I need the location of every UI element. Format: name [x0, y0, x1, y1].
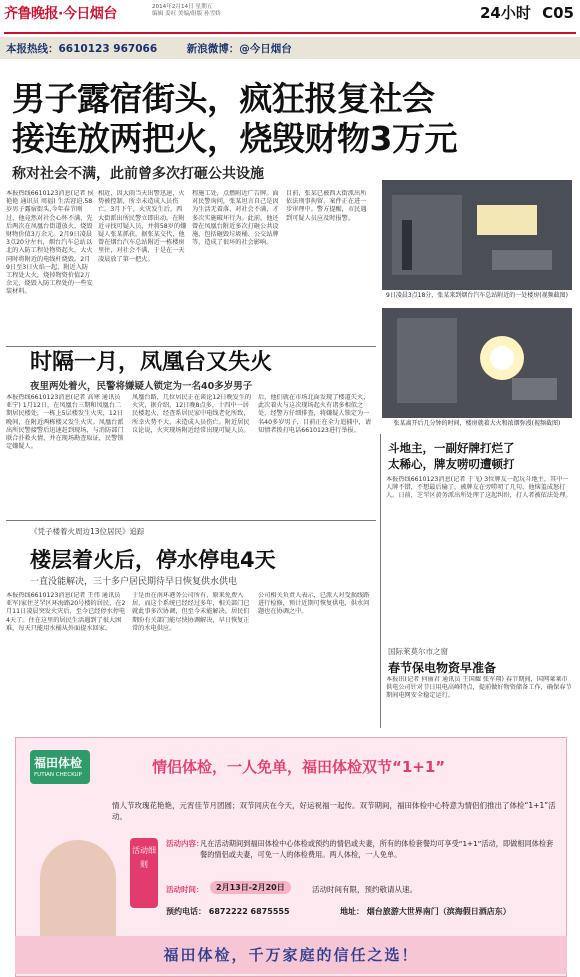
page-section: [480, 2, 574, 23]
cctv-frame-2-graphic: [382, 308, 572, 418]
right-body: 本报热线6610123消息(记者 于飞) 3位牌友一起玩斗地主，其中一人牌不错，不想最后输了，被牌友在旁唠叨了几句，他恼羞成怒打人。日前，芝罘区黄务派出所处理了这起纠纷，打人者被依法处理。: [386, 476, 572, 500]
ad-logo-en: FUTIAN CHECKUP: [34, 772, 82, 778]
third-tag: 《凭子楼着火周边13位居民》追踪: [30, 527, 145, 536]
weibo-text: 新浪微博：@今日烟台: [186, 43, 292, 55]
ad-content-text: 凡在活动期间到福田体检中心体检或预约的情侣或夫妻，所有的体检套餐均可享受“1+1”活动，即做相同体检套餐的情侣或夫妻，可免一人的体检费用。两人体检，一人免单。: [200, 839, 554, 859]
cctv-frame-1-graphic: [382, 180, 572, 290]
third-body-col2: 于是由在南环港务公司所有，原来免费入居，而这个系统已经经过多年，相关部门已就此事多次协调，但至今未能解决。居民们期盼有关部门能尽快协调解决，早日恢复正常的水电供应。: [132, 592, 250, 632]
third-body-col3: 公司相关负责人表示，已派人对受损线路进行检修，预计近期可恢复供电，供水问题也在协调之中。: [258, 592, 370, 616]
right-body-2: 本报讯(记者 何丽君 通讯员 王国耀 张军翔) 春节期间，国网莱莱市供电公司针对节日用电高峰特点，提前做好物资储备工作，确保春节期间电网安全稳定运行。: [386, 676, 572, 700]
page-number: C05: [542, 4, 574, 22]
second-headline: 时隔一月，凤凰台又失火: [30, 350, 273, 375]
lead-headline-line1: 男子露宿街头，疯狂报复社会: [12, 79, 435, 118]
cctv-photo-1: [382, 180, 572, 290]
masthead-meta: [152, 4, 221, 18]
ad-logo-name: 福田体检: [34, 756, 83, 770]
section-name: 24小时: [480, 4, 531, 22]
ad-phones: 6872222 6875555: [208, 907, 290, 916]
third-subtitle: 一直没能解决，三十多户居民期待早日恢复供水供电: [30, 577, 238, 587]
ad-address-block: [340, 906, 511, 917]
cctv-photo-2: [382, 308, 572, 418]
editor-credits: 编辑 姜旺 美编/组版 孙雪娇: [152, 11, 221, 17]
ad-time-range: 2月13日-2月20日: [210, 881, 291, 894]
right-section-tag: 国际莱莫尔市之窗: [388, 647, 448, 656]
lead-body-col1: 本报热线6610123消息(记者 侯艳艳 通讯员 周福) 生活窘迫,58岁男子露宿街头,今年春节刚过，他竟然对社会心怀不满，先后两次在凤凰台街道放火，烧毁财物价值3万余元。2月9日凌晨3点20分左右，烟台汽车总站以北的入防工程处物资起火，大火同时将附近的电线杆烧毁。2月9日至3日火焰一起，附近入防工程处大火，烧掉物资价值2万余元，烧毁入防工程处的一些安装材料。: [6, 190, 94, 296]
ad-address: 烟台旅游大世界南门（滨海假日酒店东）: [366, 907, 511, 916]
second-body-col1: 本报热线6610123消息(记者 高寒 通讯员 亚宁) 1月12日，在凤凰台三期和凤凰台二期居民楼处，一栋上5层楼发生火灾，12日晚间，在附近两栋楼又发生火灾。凤凰台派出所民警接警后迅速赶到现场，与消防部门联合扑救火情，并在现场勘查取证，民警锁定嫌疑人。: [6, 394, 124, 451]
lead-body-col2: 相近，因大雨当天出警迅速，火势被控制，所幸未造成人员伤亡。3月下午，火灾发生后，西大街派出所民警立即出动，在附近寻找可疑人员，并将58岁的嫌疑人张某抓获。据张某交代，他曾在烟台汽车总站附近一栋楼房里住，对社会不满，于是在一天凌晨放了第一把火。: [98, 190, 187, 263]
ad-slogan: 福田体检，千万家庭的信任之选！: [163, 946, 419, 964]
masthead-rule: [4, 32, 576, 34]
lead-body-col3: 程施工处，点燃附近广告牌。面对民警询问，张某坦言自己是因为生活无着落、对社会不满，才多次实施破坏行为。此前，他还曾在凤凰台附近多次打砸公共设施，包括砸毁垃圾桶、公交站牌等，造成了很坏的社会影响。: [192, 190, 279, 247]
second-body-col3: 后，他们就在市场北面发现了楼道失火，此次着火与这次现场起火有诸多相似之处，经警方仔细排查，将嫌疑人锁定为一名40多岁男子，目前正在全力追捕中，请知情者拨打电话6610123进行举报。: [258, 394, 372, 434]
divider: [6, 520, 376, 521]
ad-phone-label: 预约电话：: [166, 907, 206, 916]
lead-subtitle: 称对社会不满，此前曾多次打砸公共设施: [12, 166, 264, 182]
right-section-title: 春节保电物资早准备: [388, 661, 497, 675]
right-headline-1: 斗地主，一副好牌打烂了: [388, 441, 515, 455]
third-body-col1: 本报热线6610123消息(记者 王伟 通讯员 亚军)家住芝罘区环海路20号楼的居民，在2月11日凌晨突发火灾后，至今已经停水停电4天了。住在这里的居民生活遇到了很大困难，每天只能用水桶从外面提水回家。: [6, 592, 126, 632]
couple-photo: [40, 840, 116, 948]
ad-intro: 情人节玫瑰花艳艳，元宵佳节月团圆；双节同庆在今天，好运祝福一起传。双节期间，福田体检中心特意为情侣们推出了体检“1+1”活动。: [112, 801, 556, 821]
hotline-bar: [6, 41, 292, 56]
lead-headline-line2: 接连放两把火，烧毁财物3万元: [12, 119, 457, 158]
ad-detail-label: 活动细则: [130, 838, 158, 908]
divider: [6, 346, 376, 347]
ad-headline: 情侣体检，一人免单，福田体检双节“1+1”: [152, 758, 446, 776]
second-body-col2: 凤凰台路，几位居民正在谈论12日晚发生的火灾，据介绍，12日晚8点多，十四中一居民楼起火，经查系居民家中电线老化所致，所幸火势不大，未造成人员伤亡。附近居民议论说，火灾现场附近经常出现可疑人员。: [132, 394, 252, 434]
issue-date: 2014年2月14日 星期五: [152, 4, 213, 10]
photo-caption-2: 张某离开后几分钟的时间，楼房就着大火和浓烟弥漫(视频截图): [393, 420, 561, 427]
ad-phone-block: [166, 906, 290, 917]
masthead-brand: 齐鲁晚报·今日烟台: [4, 6, 117, 22]
third-headline: 楼层着火后，停水停电4天: [30, 548, 276, 572]
lead-body-col4: 目前，张某已被西大街派出所依法刑事拘留，案件正在进一步审理中。警方提醒，市民遇到可疑人员应及时报警。: [286, 190, 367, 222]
ad-time-label: 活动时间：: [166, 885, 204, 894]
hotline-text: 本报热线：6610123 967066: [6, 43, 158, 55]
ad-address-label: 地址：: [340, 907, 364, 916]
second-subtitle: 夜里两处着火，民警将嫌疑人锁定为一名40多岁男子: [30, 381, 253, 392]
ad-time-note: 活动时间有限，预约敬请从速。: [312, 885, 417, 894]
photo-caption-1: 9日凌晨3点18分，张某来到烟台汽车总站附近的一处楼房(视频截图): [386, 292, 568, 299]
ad-content-label: 活动内容：: [166, 839, 204, 848]
column-divider: [380, 434, 381, 728]
right-headline-2: 太稀心，牌友唠叨遭顿打: [388, 457, 515, 471]
